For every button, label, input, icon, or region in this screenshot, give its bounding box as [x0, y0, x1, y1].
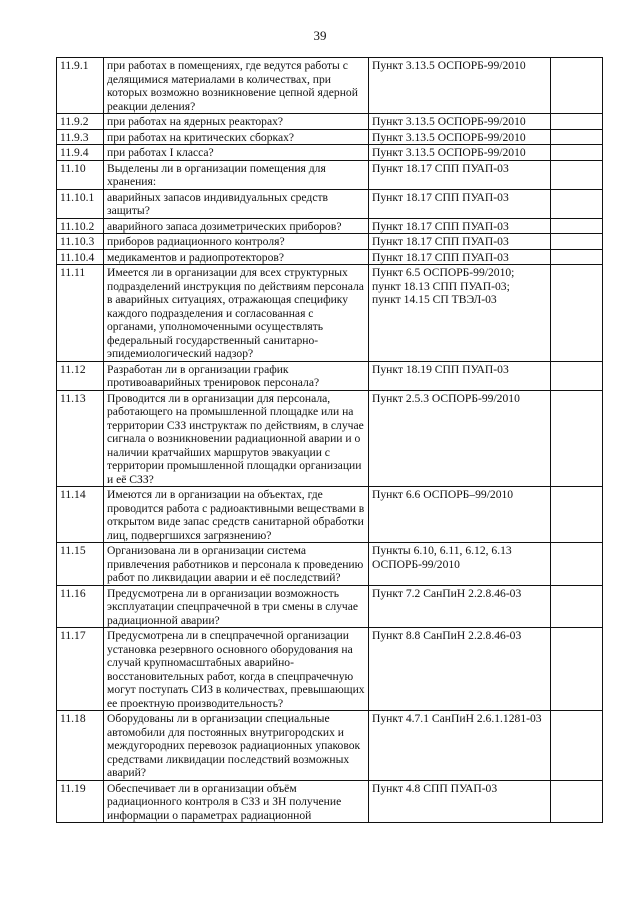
- row-number: 11.10.2: [57, 218, 104, 234]
- row-number: 11.10.1: [57, 189, 104, 218]
- normative-reference: Пункт 18.17 СПП ПУАП-03: [369, 249, 551, 265]
- row-number: 11.16: [57, 585, 104, 628]
- normative-reference: Пункт 8.8 СанПиН 2.2.8.46-03: [369, 628, 551, 711]
- normative-reference: Пункт 18.17 СПП ПУАП-03: [369, 234, 551, 250]
- answer-cell: [551, 711, 603, 781]
- answer-cell: [551, 234, 603, 250]
- normative-reference: Пункт 6.5 ОСПОРБ-99/2010; пункт 18.13 СПП ПУАП-03; пункт 14.15 СП ТВЭЛ-03: [369, 265, 551, 362]
- question-text: Оборудованы ли в организации специальные автомобили для постоянных внутригородских и междугородних перевозок радиационных упаковок средствами ликвидации последствий возможных аварий?: [104, 711, 369, 781]
- table-row: [57, 585, 603, 628]
- question-text: при работах на критических сборках?: [104, 129, 369, 145]
- table-row: [57, 160, 603, 189]
- row-number: 11.10.3: [57, 234, 104, 250]
- row-number: 11.13: [57, 390, 104, 487]
- answer-cell: [551, 249, 603, 265]
- table-row: [57, 114, 603, 130]
- table-row: [57, 129, 603, 145]
- table-row: [57, 218, 603, 234]
- question-text: аварийного запаса дозиметрических приборов?: [104, 218, 369, 234]
- row-number: 11.15: [57, 543, 104, 586]
- row-number: 11.9.1: [57, 58, 104, 114]
- normative-reference: Пункт 18.17 СПП ПУАП-03: [369, 189, 551, 218]
- question-text: при работах на ядерных реакторах?: [104, 114, 369, 130]
- table-row: [57, 234, 603, 250]
- table-row: [57, 487, 603, 543]
- normative-reference: Пункт 18.19 СПП ПУАП-03: [369, 361, 551, 390]
- normative-reference: Пункт 4.8 СПП ПУАП-03: [369, 780, 551, 823]
- answer-cell: [551, 780, 603, 823]
- row-number: 11.10.4: [57, 249, 104, 265]
- normative-reference: Пункт 3.13.5 ОСПОРБ-99/2010: [369, 114, 551, 130]
- question-text: Выделены ли в организации помещения для хранения:: [104, 160, 369, 189]
- row-number: 11.10: [57, 160, 104, 189]
- table-row: [57, 249, 603, 265]
- row-number: 11.14: [57, 487, 104, 543]
- answer-cell: [551, 114, 603, 130]
- table-row: [57, 265, 603, 362]
- table-row: [57, 390, 603, 487]
- answer-cell: [551, 265, 603, 362]
- answer-cell: [551, 145, 603, 161]
- table-row: [57, 543, 603, 586]
- table-row: [57, 145, 603, 161]
- table-row: [57, 189, 603, 218]
- row-number: 11.17: [57, 628, 104, 711]
- question-text: при работах I класса?: [104, 145, 369, 161]
- normative-reference: Пункт 7.2 СанПиН 2.2.8.46-03: [369, 585, 551, 628]
- row-number: 11.12: [57, 361, 104, 390]
- answer-cell: [551, 390, 603, 487]
- answer-cell: [551, 585, 603, 628]
- row-number: 11.19: [57, 780, 104, 823]
- question-text: Имеется ли в организации для всех структурных подразделений инструкция по действиям персонала в аварийных ситуациях, отражающая специфику каждого подразделения и согласованная с органами, уполномоченными осуществлять федеральный государственный санитарно-эпидемиологический надзор?: [104, 265, 369, 362]
- row-number: 11.9.4: [57, 145, 104, 161]
- question-text: приборов радиационного контроля?: [104, 234, 369, 250]
- answer-cell: [551, 189, 603, 218]
- normative-reference: Пункт 2.5.3 ОСПОРБ-99/2010: [369, 390, 551, 487]
- normative-reference: Пункт 3.13.5 ОСПОРБ-99/2010: [369, 58, 551, 114]
- table-row: [57, 780, 603, 823]
- question-text: Разработан ли в организации график противоаварийных тренировок персонала?: [104, 361, 369, 390]
- answer-cell: [551, 58, 603, 114]
- table-row: [57, 628, 603, 711]
- question-text: медикаментов и радиопротекторов?: [104, 249, 369, 265]
- answer-cell: [551, 218, 603, 234]
- row-number: 11.11: [57, 265, 104, 362]
- answer-cell: [551, 628, 603, 711]
- row-number: 11.9.3: [57, 129, 104, 145]
- question-text: Предусмотрена ли в организации возможность эксплуатации спецпрачечной в три смены в случае радиационной аварии?: [104, 585, 369, 628]
- answer-cell: [551, 487, 603, 543]
- row-number: 11.9.2: [57, 114, 104, 130]
- checklist-table: [56, 57, 603, 823]
- answer-cell: [551, 543, 603, 586]
- normative-reference: Пункт 4.7.1 СанПиН 2.6.1.1281-03: [369, 711, 551, 781]
- normative-reference: Пункты 6.10, 6.11, 6.12, 6.13 ОСПОРБ-99/2010: [369, 543, 551, 586]
- normative-reference: Пункт 3.13.5 ОСПОРБ-99/2010: [369, 145, 551, 161]
- answer-cell: [551, 361, 603, 390]
- normative-reference: Пункт 3.13.5 ОСПОРБ-99/2010: [369, 129, 551, 145]
- normative-reference: Пункт 6.6 ОСПОРБ–99/2010: [369, 487, 551, 543]
- question-text: Проводится ли в организации для персонала, работающего на промышленной площадке или на территории СЗЗ инструктаж по действиям, в случае сигнала о возникновении радиационной аварии и о наличии кратчайших маршрутов эвакуации с территории промышленной площадки организации и её СЗЗ?: [104, 390, 369, 487]
- answer-cell: [551, 160, 603, 189]
- page-number: 39: [313, 28, 327, 43]
- question-text: аварийных запасов индивидуальных средств защиты?: [104, 189, 369, 218]
- question-text: Предусмотрена ли в спецпрачечной организации установка резервного основного оборудования на случай крупномасштабных аварийно-восстановительных работ, когда в спецпрачечную могут поступать СИЗ в количествах, превышающих ее проектную производительность?: [104, 628, 369, 711]
- normative-reference: Пункт 18.17 СПП ПУАП-03: [369, 160, 551, 189]
- row-number: 11.18: [57, 711, 104, 781]
- table-row: [57, 58, 603, 114]
- table-row: [57, 711, 603, 781]
- question-text: Организована ли в организации система привлечения работников и персонала к проведению работ по ликвидации аварии и её последствий?: [104, 543, 369, 586]
- question-text: при работах в помещениях, где ведутся работы с делящимися материалами в количествах, при которых возможно возникновение цепной ядерной реакции деления?: [104, 58, 369, 114]
- question-text: Имеются ли в организации на объектах, где проводится работа с радиоактивными веществами в открытом виде запас средств санитарной обработки лиц, подвергшихся загрязнению?: [104, 487, 369, 543]
- answer-cell: [551, 129, 603, 145]
- table-row: [57, 361, 603, 390]
- question-text: Обеспечивает ли в организации объём радиационного контроля в СЗЗ и ЗН получение информации о параметрах радиационной: [104, 780, 369, 823]
- normative-reference: Пункт 18.17 СПП ПУАП-03: [369, 218, 551, 234]
